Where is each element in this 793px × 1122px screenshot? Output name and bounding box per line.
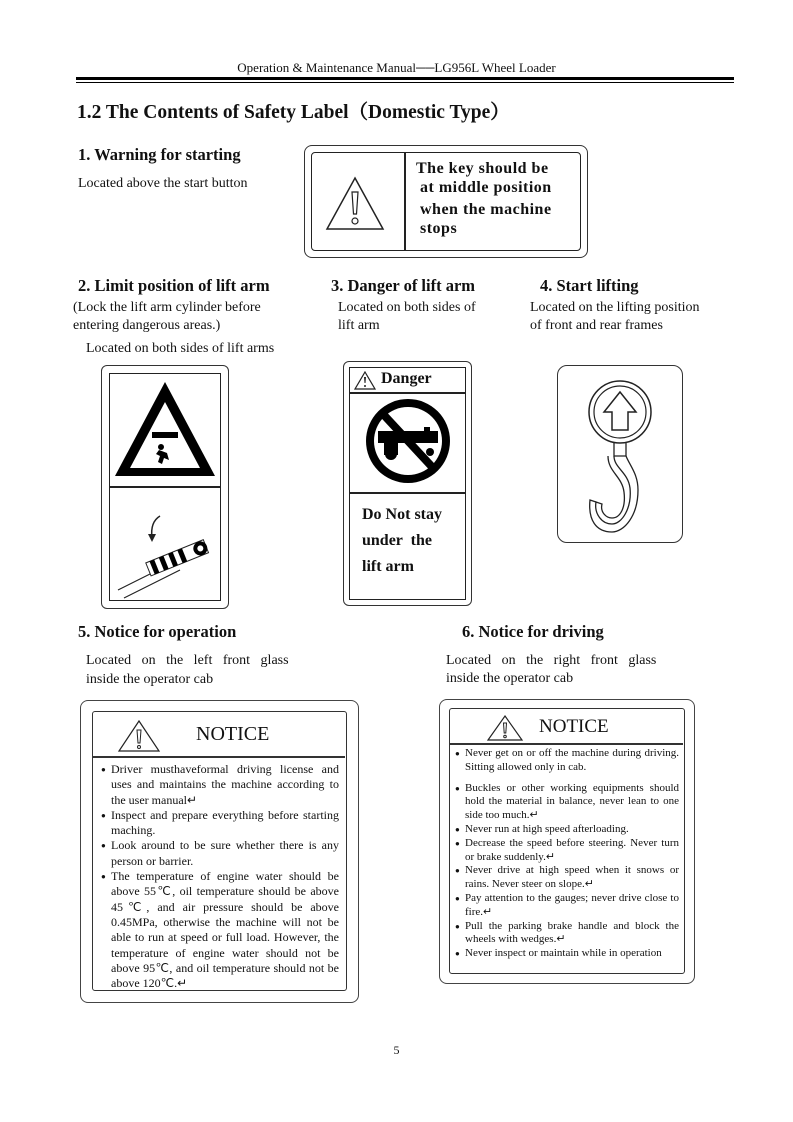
label5-notice-title: NOTICE [196,723,270,745]
header-rule-thin [76,82,734,83]
label1-sign-line1: The key should be [416,160,549,177]
label3-location-line2: lift arm [338,318,380,333]
page-number: 5 [393,1043,400,1057]
label3-sign-inner [349,367,466,600]
section-title: 1.2 The Contents of Safety Label（Domestic Type） [77,102,510,123]
label6-heading: 6. Notice for driving [462,622,604,641]
lifting-hook-icon [566,376,674,536]
label4-location-line2: of front and rear frames [530,318,663,333]
label6-notice-inner [449,708,685,974]
notice-triangle-icon [486,714,524,742]
header-rule-thick [76,77,734,80]
label6-notice-item: ● Pull the parking brake handle and block the wheels with wedges.↵ [465,920,679,948]
label1-sign-line4: stops [420,220,458,237]
label5-notice-inner [92,711,347,991]
label5-notice-item: ● Look around to be sure whether there is any person or barrier. [111,838,339,869]
label1-location: Located above the start button [78,176,248,191]
label5-notice-item: ● Driver musthaveformal driving license and uses and maintains the machine according to the user manual↵ [111,762,339,808]
label5-location-line1: Located on the left front glass [86,653,289,668]
label1-sign [304,145,588,258]
label4-location-line1: Located on the lifting position [530,300,700,315]
label3-sign [343,361,472,606]
label6-notice-item: ● Decrease the speed before steering. Never turn or brake suddenly.↵ [465,837,679,865]
label3-sign-divider [350,492,465,494]
label3-sign-line3: lift arm [362,558,414,575]
label6-notice-list [465,747,679,961]
label6-location-line1: Located on the right front glass [446,653,657,668]
label2-heading: 2. Limit position of lift arm [78,276,270,295]
label6-notice-title: NOTICE [539,716,609,737]
label6-notice-item: ● Buckles or other working equipments should hold the material in balance, never lean to one side too much.↵ [465,782,679,823]
label1-sign-line2: at middle position [420,179,552,196]
label2-location: Located on both sides of lift arms [86,341,275,356]
label1-heading: 1. Warning for starting [78,145,241,164]
label3-sign-header: Danger [381,370,432,387]
label6-location-line2: inside the operator cab [446,671,574,686]
label3-sign-line2: under the [362,532,432,549]
no-standing-under-arm-icon [364,397,452,485]
label5-notice-list [111,762,339,991]
label3-sign-header-divider [350,392,465,394]
label1-sign-line3: when the machine [420,201,552,218]
label4-heading: 4. Start lifting [540,276,639,295]
warning-triangle-icon [324,175,386,233]
label6-notice-item: ● Never get on or off the machine during driving. Sitting allowed only in cab. [465,747,679,775]
label6-notice-item: ● Never inspect or maintain while in operation [465,947,679,961]
label6-notice-item: ● Pay attention to the gauges; never drive close to fire.↵ [465,892,679,920]
label5-notice-divider [93,756,345,758]
label2-note-line1: (Lock the lift arm cylinder before [73,300,261,315]
cylinder-lock-icon [114,512,218,600]
label1-sign-divider [404,153,406,250]
label6-notice-divider [450,743,683,745]
label6-notice-sign [439,699,695,984]
label3-heading: 3. Danger of lift arm [331,276,476,295]
running-header: Operation & Maintenance Manual──LG956L Wheel Loader [237,60,556,75]
label1-sign-inner [311,152,581,251]
label5-notice-sign [80,700,359,1003]
label5-location-line2: inside the operator cab [86,672,214,687]
label3-sign-line1: Do Not stay [362,506,442,523]
label5-notice-item: ● The temperature of engine water should be above 55℃, oil temperature should be above 45℃, and air pressure should be above 0.45MPa, otherwise the machine will not be able to run at speed or full load. However, the temperature of engine water should not be above 95℃, and oil temperature should not be above 120℃.↵ [111,869,339,991]
label3-location-line1: Located on both sides of [338,300,476,315]
label6-notice-item: ● Never drive at high speed when it snows or rains. Never steer on slope.↵ [465,864,679,892]
label5-notice-item: ● Inspect and prepare everything before starting maching. [111,808,339,839]
crush-hazard-icon [112,378,218,482]
label6-notice-item: ● Never run at high speed afterloading. [465,823,679,837]
notice-triangle-icon [117,719,161,753]
warning-triangle-small-icon [354,371,376,390]
label2-sign-divider [110,486,220,488]
label2-sign-inner [109,373,221,601]
label5-heading: 5. Notice for operation [78,622,237,641]
label2-note-line2: entering dangerous areas.) [73,318,221,333]
label2-sign [101,365,229,609]
label4-sign [557,365,683,543]
